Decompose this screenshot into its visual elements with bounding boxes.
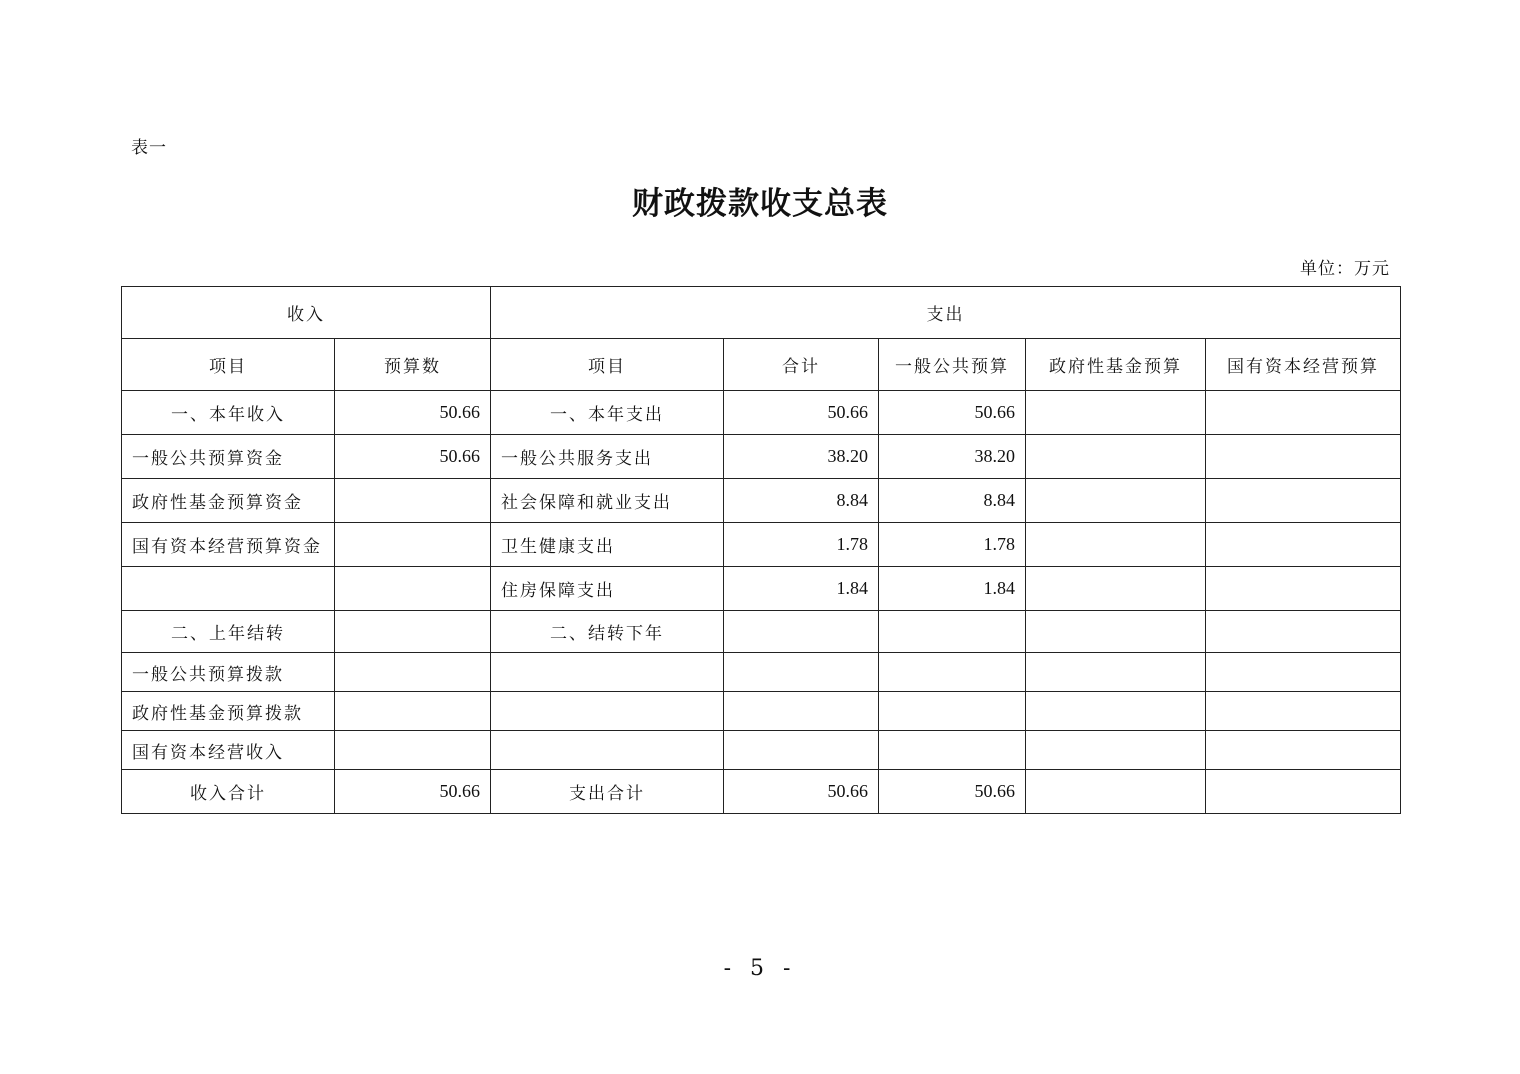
expense-item-cell: 二、结转下年 xyxy=(491,611,724,653)
table-row xyxy=(122,435,1401,479)
income-item-cell: 政府性基金预算资金 xyxy=(122,479,335,523)
general-public-total: 50.66 xyxy=(879,770,1026,814)
total-cell xyxy=(724,611,879,653)
general-public-cell: 1.84 xyxy=(879,567,1026,611)
income-item-cell: 二、上年结转 xyxy=(122,611,335,653)
general-public-cell: 38.20 xyxy=(879,435,1026,479)
budget-cell xyxy=(335,653,491,692)
total-cell: 38.20 xyxy=(724,435,879,479)
gov-fund-cell xyxy=(1026,653,1206,692)
expense-total-value: 50.66 xyxy=(724,770,879,814)
table-row xyxy=(122,692,1401,731)
column-header-row xyxy=(122,339,1401,391)
state-capital-cell xyxy=(1206,435,1401,479)
budget-cell: 50.66 xyxy=(335,435,491,479)
income-item-cell xyxy=(122,567,335,611)
gov-fund-cell xyxy=(1026,692,1206,731)
group-header-row xyxy=(122,287,1401,339)
total-cell: 8.84 xyxy=(724,479,879,523)
budget-cell xyxy=(335,567,491,611)
gov-fund-cell xyxy=(1026,523,1206,567)
table-row xyxy=(122,731,1401,770)
total-cell: 1.84 xyxy=(724,567,879,611)
general-public-cell: 50.66 xyxy=(879,391,1026,435)
table-row xyxy=(122,611,1401,653)
budget-cell: 50.66 xyxy=(335,391,491,435)
total-cell: 1.78 xyxy=(724,523,879,567)
state-capital-cell xyxy=(1206,567,1401,611)
expense-total-label: 支出合计 xyxy=(491,770,724,814)
expense-item-cell: 社会保障和就业支出 xyxy=(491,479,724,523)
general-public-cell xyxy=(879,692,1026,731)
column-header-total: 合计 xyxy=(724,339,879,391)
total-cell: 50.66 xyxy=(724,391,879,435)
income-item-cell: 国有资本经营收入 xyxy=(122,731,335,770)
expense-item-cell xyxy=(491,731,724,770)
table-row xyxy=(122,567,1401,611)
expense-item-cell: 卫生健康支出 xyxy=(491,523,724,567)
general-public-cell xyxy=(879,731,1026,770)
income-item-cell: 一般公共预算拨款 xyxy=(122,653,335,692)
state-capital-cell xyxy=(1206,692,1401,731)
total-cell xyxy=(724,731,879,770)
budget-cell xyxy=(335,731,491,770)
state-capital-total xyxy=(1206,770,1401,814)
gov-fund-cell xyxy=(1026,435,1206,479)
gov-fund-total xyxy=(1026,770,1206,814)
page-title: 财政拨款收支总表 xyxy=(632,186,888,222)
general-public-cell xyxy=(879,611,1026,653)
income-item-cell: 国有资本经营预算资金 xyxy=(122,523,335,567)
total-cell xyxy=(724,692,879,731)
table-label: 表一 xyxy=(131,138,167,158)
general-public-cell xyxy=(879,653,1026,692)
income-total-label: 收入合计 xyxy=(122,770,335,814)
column-header-income-item: 项目 xyxy=(122,339,335,391)
expense-item-cell xyxy=(491,653,724,692)
page-number: - 5 - xyxy=(723,956,797,981)
table-row xyxy=(122,479,1401,523)
column-header-budget: 预算数 xyxy=(335,339,491,391)
gov-fund-cell xyxy=(1026,611,1206,653)
income-item-cell: 一、本年收入 xyxy=(122,391,335,435)
income-group-header: 收入 xyxy=(122,287,491,339)
budget-cell xyxy=(335,611,491,653)
expense-item-cell xyxy=(491,692,724,731)
table-row xyxy=(122,391,1401,435)
column-header-state-capital: 国有资本经营预算 xyxy=(1206,339,1401,391)
totals-row xyxy=(122,770,1401,814)
general-public-cell: 8.84 xyxy=(879,479,1026,523)
general-public-cell: 1.78 xyxy=(879,523,1026,567)
column-header-gov-fund: 政府性基金预算 xyxy=(1026,339,1206,391)
expense-group-header: 支出 xyxy=(491,287,1401,339)
gov-fund-cell xyxy=(1026,731,1206,770)
income-item-cell: 政府性基金预算拨款 xyxy=(122,692,335,731)
budget-summary-table xyxy=(121,286,1401,814)
income-item-cell: 一般公共预算资金 xyxy=(122,435,335,479)
unit-label: 单位：万元 xyxy=(1300,259,1390,279)
state-capital-cell xyxy=(1206,479,1401,523)
column-header-general-public: 一般公共预算 xyxy=(879,339,1026,391)
state-capital-cell xyxy=(1206,391,1401,435)
table-row xyxy=(122,653,1401,692)
state-capital-cell xyxy=(1206,731,1401,770)
expense-item-cell: 一、本年支出 xyxy=(491,391,724,435)
table-row xyxy=(122,523,1401,567)
budget-cell xyxy=(335,523,491,567)
state-capital-cell xyxy=(1206,611,1401,653)
expense-item-cell: 一般公共服务支出 xyxy=(491,435,724,479)
state-capital-cell xyxy=(1206,653,1401,692)
budget-cell xyxy=(335,692,491,731)
expense-item-cell: 住房保障支出 xyxy=(491,567,724,611)
gov-fund-cell xyxy=(1026,391,1206,435)
total-cell xyxy=(724,653,879,692)
income-total-value: 50.66 xyxy=(335,770,491,814)
column-header-expense-item: 项目 xyxy=(491,339,724,391)
gov-fund-cell xyxy=(1026,479,1206,523)
gov-fund-cell xyxy=(1026,567,1206,611)
state-capital-cell xyxy=(1206,523,1401,567)
budget-cell xyxy=(335,479,491,523)
